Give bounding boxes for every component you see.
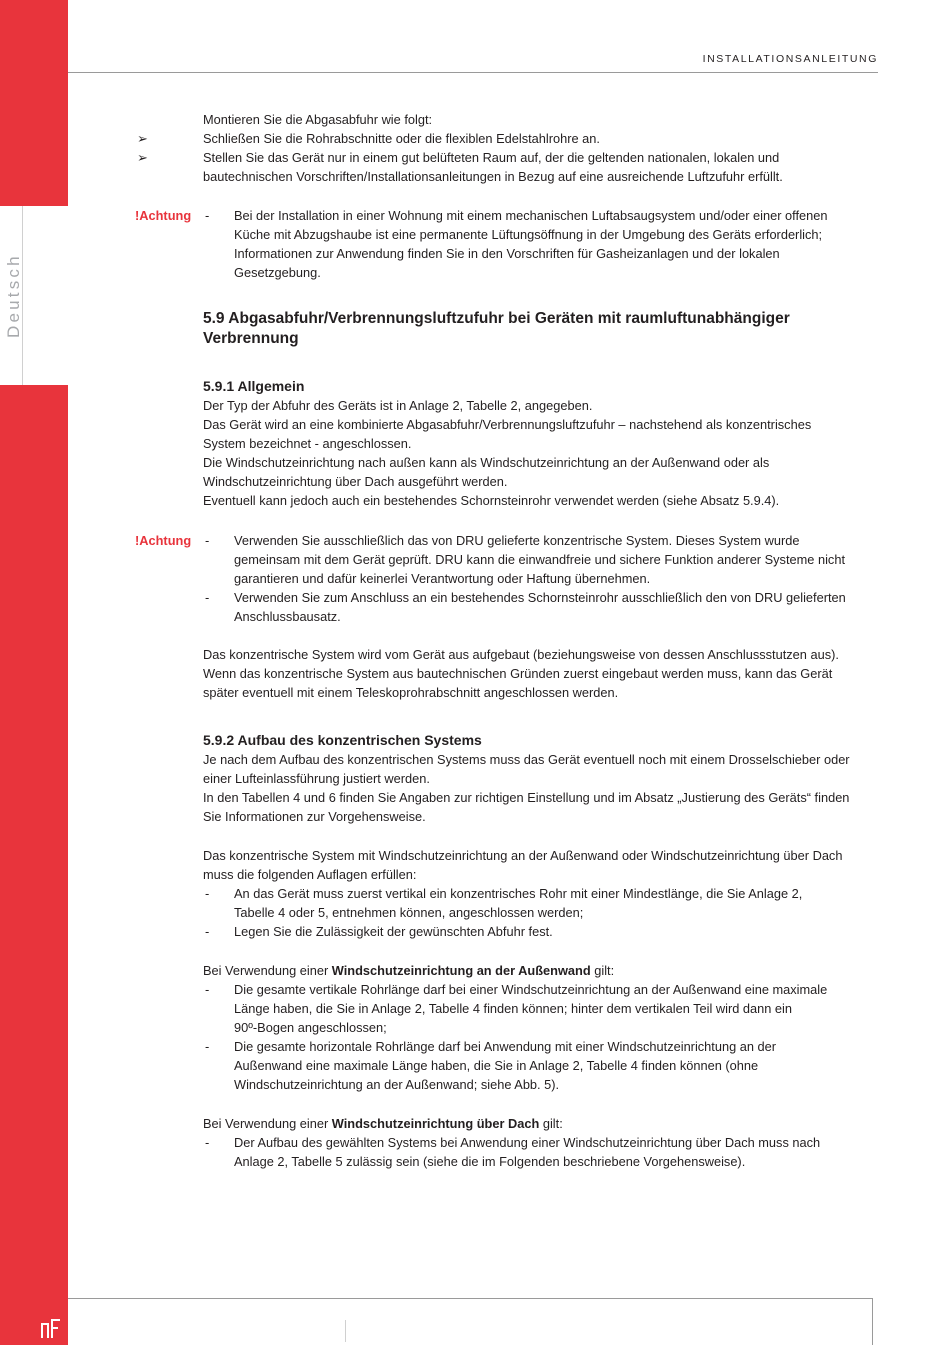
paragraph-line: muss die folgenden Auflagen erfüllen: (203, 867, 417, 882)
dash-bullet: - (205, 590, 210, 605)
wall-intro-pre: Bei Verwendung einer (203, 963, 332, 978)
dash-bullet: - (205, 924, 210, 939)
header-rule (68, 72, 878, 73)
dash-bullet: - (205, 982, 210, 997)
dash-bullet: - (205, 1039, 210, 1054)
header-title: INSTALLATIONSANLEITUNG (702, 53, 878, 65)
warning-text: Gesetzgebung. (234, 265, 321, 280)
roof-intro-post: gilt: (539, 1116, 563, 1131)
language-label: Deutsch (4, 253, 23, 338)
intro-line: Montieren Sie die Abgasabfuhr wie folgt: (203, 112, 433, 127)
roof-item: Der Aufbau des gewählten Systems bei Anwendung einer Windschutzeinrichtung über Dach muss nach (234, 1135, 821, 1150)
wall-intro (203, 961, 614, 980)
paragraph-line: einer Lufteinlassführung justiert werden. (203, 771, 430, 786)
wall-intro-post: gilt: (590, 963, 615, 978)
dash-bullet: - (205, 886, 210, 901)
roof-item: Anlage 2, Tabelle 5 zulässig sein (siehe die im Folgenden beschriebene Vorgehensweise). (234, 1154, 746, 1169)
wall-item: Die gesamte horizontale Rohrlänge darf bei Anwendung mit einer Windschutzeinrichtung an der (234, 1039, 777, 1054)
warning-text: Küche mit Abzugshaube ist eine permanente Lüftungsöffnung in der Umgebung des Geräts erforderlich; (234, 227, 823, 242)
roof-intro-pre: Bei Verwendung einer (203, 1116, 332, 1131)
red-side-bar-top (0, 0, 68, 206)
paragraph-line: Windschutzeinrichtung über Dach ausgeführt werden. (203, 474, 508, 489)
paragraph-line: Die Windschutzeinrichtung nach außen kann als Windschutzeinrichtung an der Außenwand oder als (203, 455, 770, 470)
paragraph-line: Sie Informationen zur Vorgehensweise. (203, 809, 426, 824)
red-side-bar-bottom (0, 385, 68, 1345)
section-heading-cont: Verbrennung (203, 330, 299, 347)
wall-intro-bold: Windschutzeinrichtung an der Außenwand (331, 963, 591, 978)
wall-item: Die gesamte vertikale Rohrlänge darf bei einer Windschutzeinrichtung an der Außenwand eine maximale (234, 982, 828, 997)
subsection-heading: 5.9.1 Allgemein (203, 378, 305, 394)
paragraph-line: Der Typ der Abfuhr des Geräts ist in Anlage 2, Tabelle 2, angegeben. (203, 398, 593, 413)
paragraph-line: In den Tabellen 4 und 6 finden Sie Angaben zur richtigen Einstellung und im Absatz „Justierung des Geräts“ finden (203, 790, 850, 805)
dash-bullet: - (205, 208, 210, 223)
arrow-bullet-icon: ➢ (137, 131, 148, 146)
dru-logo-icon (41, 1316, 65, 1340)
warning-text: garantieren und dafür keinerlei Verantwortung oder Haftung übernehmen. (234, 571, 651, 586)
intro-bullet-cont: bautechnischen Vorschriften/Installationsanleitungen in Bezug auf eine ausreichende Luftzufuhr erfüllt. (203, 169, 783, 184)
warning-text: Verwenden Sie zum Anschluss an ein bestehendes Schornsteinrohr ausschließlich den von DRU gelieferten (234, 590, 846, 605)
wall-item: Windschutzeinrichtung an der Außenwand; siehe Abb. 5). (234, 1077, 560, 1092)
paragraph-line: später eventuell mit einem Teleskoprohrabschnitt angeschlossen werden. (203, 685, 619, 700)
requirement-item-cont: Tabelle 4 oder 5, entnehmen können, angeschlossen werden; (234, 905, 584, 920)
requirement-item: An das Gerät muss zuerst vertikal ein konzentrisches Rohr mit einer Mindestlänge, die Sie Anlage 2, (234, 886, 803, 901)
intro-bullet: Stellen Sie das Gerät nur in einem gut belüfteten Raum auf, der die geltenden nationalen, lokalen und (203, 150, 780, 165)
dash-bullet: - (205, 1135, 210, 1150)
paragraph-line: System bezeichnet - angeschlossen. (203, 436, 412, 451)
requirement-item: Legen Sie die Zulässigkeit der gewünschten Abfuhr fest. (234, 924, 553, 939)
wall-item: Länge haben, die Sie in Anlage 2, Tabelle 4 finden können; hinter dem vertikalen Teil wird dann ein (234, 1001, 793, 1016)
intro-bullet: Schließen Sie die Rohrabschnitte oder die flexiblen Edelstahlrohre an. (203, 131, 600, 146)
warning-text: Verwenden Sie ausschließlich das von DRU gelieferte konzentrische System. Dieses System wurde (234, 533, 800, 548)
warning-label: !Achtung (135, 208, 192, 223)
warning-text: Informationen zur Anwendung finden Sie in den Vorschriften für Gasheizanlagen und der lokalen (234, 246, 780, 261)
arrow-bullet-icon: ➢ (137, 150, 148, 165)
paragraph-line: Das konzentrische System wird vom Gerät aus aufgebaut (beziehungsweise von dessen Anschlussstutzen aus). (203, 647, 839, 662)
warning-text: Anschlussbausatz. (234, 609, 341, 624)
wall-item: Außenwand eine maximale Länge haben, die Sie in Anlage 2, Tabelle 4 finden können (ohne (234, 1058, 759, 1073)
paragraph-line: Je nach dem Aufbau des konzentrischen Systems muss das Gerät eventuell noch mit einem Drosselschieber oder (203, 752, 850, 767)
warning-label: !Achtung (135, 533, 192, 548)
footer-tick (345, 1320, 346, 1342)
paragraph-line: Wenn das konzentrische System aus bautechnischen Gründen zuerst eingebaut werden muss, kann das Gerät (203, 666, 833, 681)
section-heading: 5.9 Abgasabfuhr/Verbrennungsluftzufuhr bei Geräten mit raumluftunabhängiger (203, 310, 790, 327)
paragraph-line: Das konzentrische System mit Windschutzeinrichtung an der Außenwand oder Windschutzeinrichtung über Dach (203, 848, 843, 863)
dash-bullet: - (205, 533, 210, 548)
roof-intro (203, 1114, 563, 1133)
warning-text: Bei der Installation in einer Wohnung mit einem mechanischen Luftabsaugsystem und/oder einer offenen (234, 208, 828, 223)
paragraph-line: Eventuell kann jedoch auch ein bestehendes Schornsteinrohr verwendet werden (siehe Absatz 5.9.4). (203, 493, 780, 508)
footer-rule (68, 1298, 873, 1299)
footer-right-rule (872, 1298, 873, 1345)
subsection-heading: 5.9.2 Aufbau des konzentrischen Systems (203, 732, 482, 748)
paragraph-line: Das Gerät wird an eine kombinierte Abgasabfuhr/Verbrennungsluftzufuhr – nachstehend als konzentrisches (203, 417, 812, 432)
wall-item: 90º-Bogen angeschlossen; (234, 1020, 387, 1035)
roof-intro-bold: Windschutzeinrichtung über Dach (331, 1116, 540, 1131)
warning-text: gemeinsam mit dem Gerät geprüft. DRU kann die einwandfreie und sichere Funktion anderer Systeme nicht (234, 552, 845, 567)
